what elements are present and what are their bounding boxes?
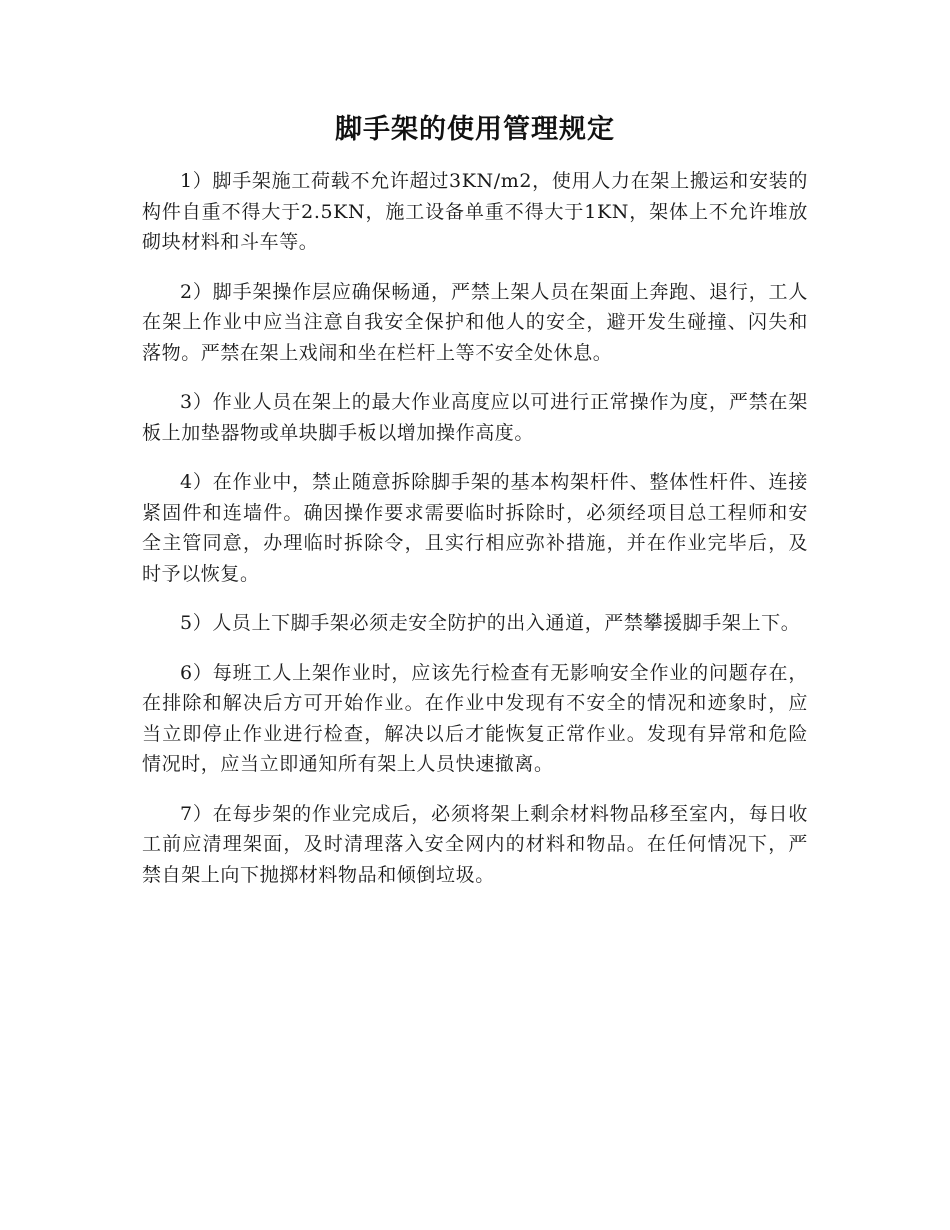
paragraph-4: 4）在作业中，禁止随意拆除脚手架的基本构架杆件、整体性杆件、连接紧固件和连墙件。确因操作要求需要临时拆除时，必须经项目总工程师和安全主管同意，办理临时拆除令，且实行相应弥补措施，并在作业完毕后，及时予以恢复。: [142, 471, 808, 585]
paragraph-1: 1）脚手架施工荷载不允许超过3KN/m2，使用人力在架上搬运和安装的构件自重不得大于2.5KN，施工设备单重不得大于1KN，架体上不允许堆放砌块材料和斗车等。: [142, 170, 808, 253]
paragraph-6: 6）每班工人上架作业时，应该先行检查有无影响安全作业的问题存在，在排除和解决后方可开始作业。在作业中发现有不安全的情况和迹象时，应当立即停止作业进行检查，解决以后才能恢复正常作业。发现有异常和危险情况时，应当立即通知所有架上人员快速撤离。: [142, 661, 808, 775]
paragraph-5: 5）人员上下脚手架必须走安全防护的出入通道，严禁攀援脚手架上下。: [180, 612, 801, 634]
document-title: 脚手架的使用管理规定: [335, 114, 615, 145]
paragraph-3: 3）作业人员在架上的最大作业高度应以可进行正常操作为度，严禁在架板上加垫器物或单块脚手板以增加操作高度。: [142, 391, 808, 444]
paragraph-2: 2）脚手架操作层应确保畅通，严禁上架人员在架面上奔跑、退行，工人在架上作业中应当注意自我安全保护和他人的安全，避开发生碰撞、闪失和落物。严禁在架上戏闹和坐在栏杆上等不安全处休息。: [142, 280, 808, 364]
paragraph-7: 7）在每步架的作业完成后，必须将架上剩余材料物品移至室内，每日收工前应清理架面，及时清理落入安全网内的材料和物品。在任何情况下，严禁自架上向下抛掷材料物品和倾倒垃圾。: [142, 802, 808, 886]
